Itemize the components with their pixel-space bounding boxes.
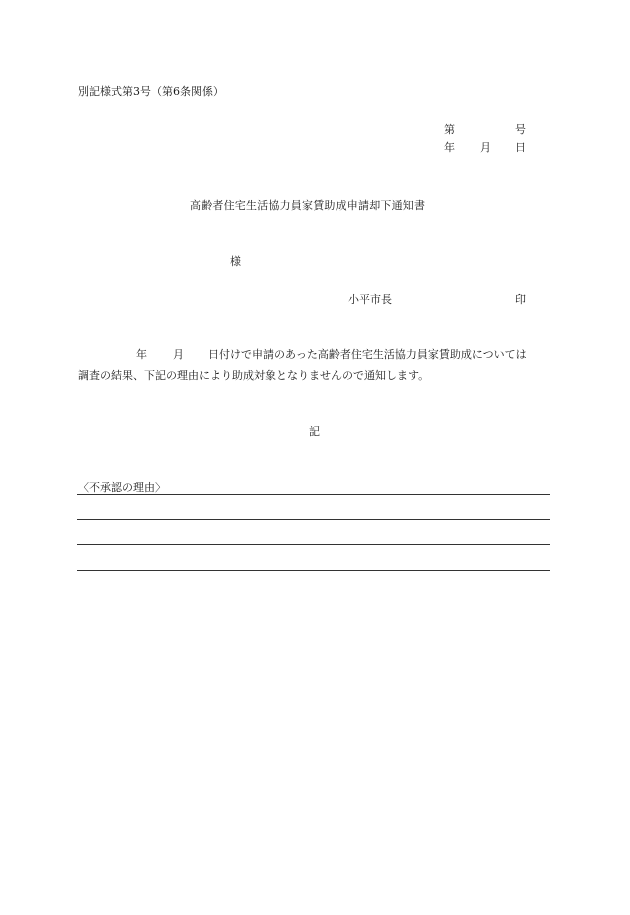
doc-number-prefix: 第 [444,123,455,136]
recipient-honorific: 様 [230,255,241,268]
doc-number-suffix: 号 [515,123,526,136]
body-month-label: 月 [173,348,184,361]
ki-heading: 記 [309,425,320,438]
issuer-seal: 印 [515,293,526,306]
document-title: 高齢者住宅生活協力員家賃助成申請却下通知書 [190,199,426,212]
date-day-label: 日 [515,141,526,154]
body-year-label: 年 [136,348,147,361]
issuer-name: 小平市長 [348,293,392,306]
reason-label: 〈不承認の理由〉 [78,481,166,494]
reason-line-4 [77,570,550,571]
body-text-line-1: 日付けで申請のあった高齢者住宅生活協力員家賃助成については [208,348,527,361]
date-year-label: 年 [444,141,455,154]
date-month-label: 月 [480,141,491,154]
reason-line-1 [77,494,550,495]
reason-line-2 [77,519,550,520]
body-text-line-2: 調査の結果、下記の理由により助成対象となりませんので通知します。 [78,369,430,382]
form-id: 別記様式第3号（第6条関係） [78,85,224,98]
reason-line-3 [77,544,550,545]
